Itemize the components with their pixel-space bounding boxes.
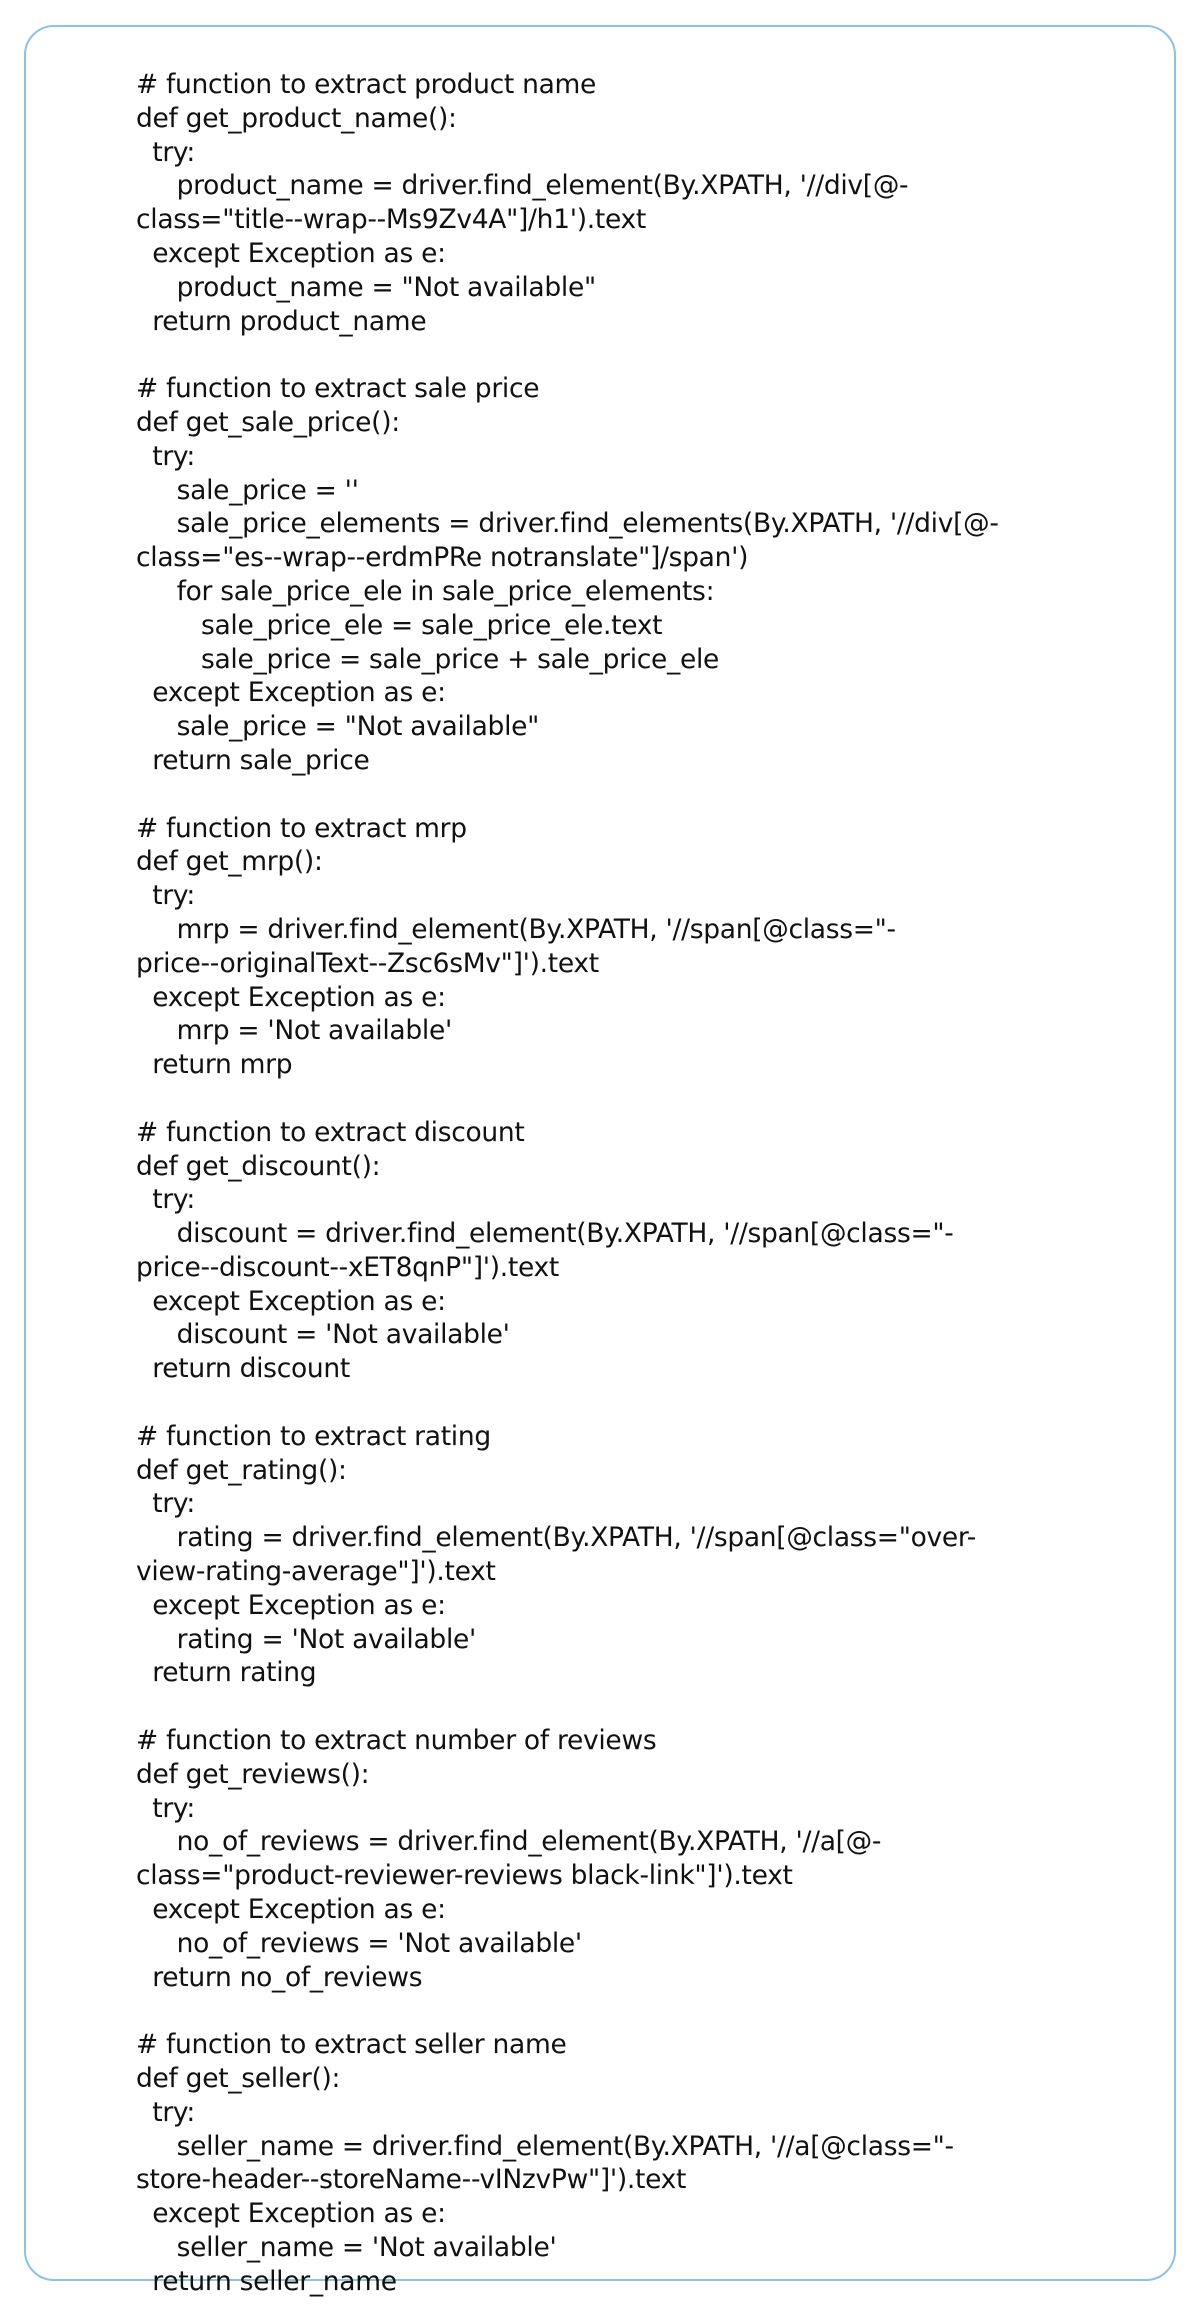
code-line: sale_price = "Not available" [136, 711, 540, 743]
code-line: no_of_reviews = 'Not available' [136, 1927, 582, 1959]
code-line: return discount [136, 1353, 350, 1385]
code-line: try: [136, 136, 196, 168]
code-line: mrp = 'Not available' [136, 1015, 452, 1047]
code-line: sale_price_ele = sale_price_ele.text [136, 609, 663, 641]
code-line: except Exception as e: [136, 677, 446, 709]
code-line: try: [136, 880, 196, 912]
code-line: seller_name = 'Not available' [136, 2232, 557, 2263]
code-line: try: [136, 2096, 196, 2128]
code-line: # function to extract rating [136, 1420, 491, 1452]
code-line: mrp = driver.find_element(By.XPATH, '//span[@class="- [136, 913, 896, 945]
code-line: product_name = driver.find_element(By.XPATH, '//div[@- [136, 170, 909, 202]
code-line: no_of_reviews = driver.find_element(By.XPATH, '//a[@- [136, 1826, 882, 1858]
code-line: return seller_name [136, 2265, 397, 2297]
code-line: price--originalText--Zsc6sMv"]').text [136, 947, 599, 979]
code-line: except Exception as e: [136, 1894, 446, 1926]
code-line: discount = 'Not available' [136, 1319, 510, 1351]
code-line: rating = 'Not available' [136, 1623, 477, 1655]
code-line: store-header--storeName--vINzvPw"]').text [136, 2164, 687, 2196]
code-line: return product_name [136, 305, 427, 337]
blank-line [136, 338, 1166, 372]
code-line: try: [136, 1792, 196, 1824]
code-line: view-rating-average"]').text [136, 1556, 496, 1588]
code-line: def get_rating(): [136, 1454, 347, 1486]
code-line: def get_discount(): [136, 1150, 381, 1182]
code-line: except Exception as e: [136, 237, 446, 269]
blank-line [136, 1994, 1166, 2028]
code-line: try: [136, 1184, 196, 1216]
code-line: class="title--wrap--Ms9Zv4A"]/h1').text [136, 204, 646, 236]
code-line: # function to extract product name [136, 69, 597, 100]
blank-line [136, 1690, 1166, 1724]
code-line: class="es--wrap--erdmPRe notranslate"]/span') [136, 542, 749, 574]
code-line: except Exception as e: [136, 1285, 446, 1317]
code-line: def get_mrp(): [136, 846, 323, 878]
blank-line [136, 1386, 1166, 1420]
code-line: except Exception as e: [136, 2198, 446, 2230]
blank-line [136, 1082, 1166, 1116]
code-line: return sale_price [136, 744, 370, 776]
code-line: # function to extract sale price [136, 373, 540, 405]
blank-line [136, 778, 1166, 812]
code-line: return no_of_reviews [136, 1961, 423, 1993]
code-line: def get_sale_price(): [136, 406, 400, 438]
code-line: sale_price = '' [136, 474, 359, 506]
code-line: class="product-reviewer-reviews black-link"]').text [136, 1860, 793, 1892]
code-line: sale_price_elements = driver.find_elements(By.XPATH, '//div[@- [136, 508, 999, 540]
code-line: discount = driver.find_element(By.XPATH, '//span[@class="- [136, 1218, 954, 1250]
code-snippet-card [24, 25, 1176, 2297]
code-line: # function to extract seller name [136, 2029, 567, 2061]
code-line: # function to extract mrp [136, 812, 467, 844]
code-line: return mrp [136, 1049, 293, 1081]
code-line: price--discount--xET8qnP"]').text [136, 1251, 560, 1283]
code-line: except Exception as e: [136, 1589, 446, 1621]
code-line: try: [136, 1488, 196, 1520]
code-line: # function to extract number of reviews [136, 1725, 657, 1757]
code-line: product_name = "Not available" [136, 271, 596, 303]
code-line: # function to extract discount [136, 1116, 525, 1148]
code-line: return rating [136, 1657, 317, 1689]
code-line: except Exception as e: [136, 981, 446, 1013]
code-line: seller_name = driver.find_element(By.XPATH, '//a[@class="- [136, 2130, 954, 2162]
code-line: sale_price = sale_price + sale_price_ele [136, 643, 720, 675]
code-line: def get_reviews(): [136, 1758, 370, 1790]
code-line: rating = driver.find_element(By.XPATH, '//span[@class="over- [136, 1522, 977, 1554]
code-line: def get_seller(): [136, 2063, 341, 2095]
code-body [136, 68, 1166, 2299]
code-line: def get_product_name(): [136, 102, 457, 134]
code-line: try: [136, 440, 196, 472]
code-line: for sale_price_ele in sale_price_elements: [136, 575, 715, 607]
